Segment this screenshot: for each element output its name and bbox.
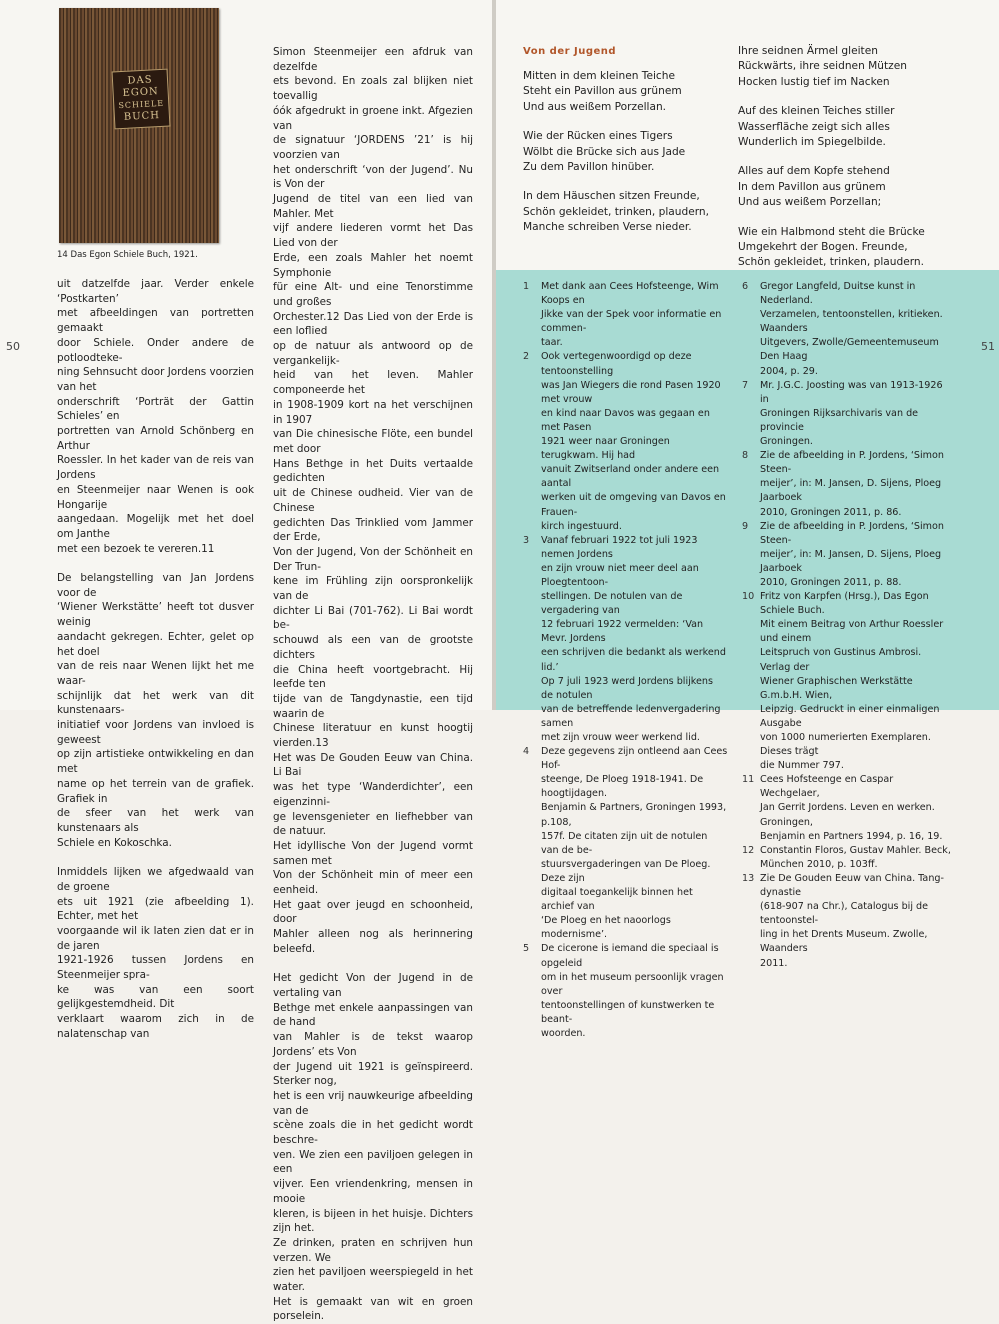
- footnote-line: die Nummer 797.: [760, 760, 844, 772]
- footnote-line: (618-907 na Chr.), Catalogus bij de tentoonstel-: [760, 901, 929, 927]
- text-line: óók afgedrukt in groene inkt. Afgezien van: [273, 104, 473, 132]
- footnote-line: Constantin Floros, Gustav Mahler. Beck,: [760, 844, 951, 856]
- text-line: de sfeer van het werk van kunstenaars als: [57, 807, 254, 834]
- paragraph: [273, 971, 473, 1324]
- book-cover-image: [59, 8, 219, 243]
- text-line: Bethge met enkele aanpassingen van de hand: [273, 1001, 473, 1029]
- footnote: [742, 590, 954, 773]
- text-line: Von der Schönheit min of meer een eenheid.: [273, 869, 473, 897]
- figure-caption: 14 Das Egon Schiele Buch, 1921.: [57, 250, 198, 260]
- text-line: uit datzelfde jaar. Verder enkele ‘Postkarten’: [57, 278, 254, 305]
- text-line: met een bezoek te vereren.11: [57, 542, 215, 555]
- cover-line: DAS: [127, 74, 153, 87]
- poem-line: Mitten in dem kleinen Teiche: [523, 70, 675, 82]
- footnote-line: ‘De Ploeg en het naoorlogs modernisme’.: [541, 915, 671, 941]
- text-line: Orchester.12 Das Lied von der Erde is een loflied: [273, 310, 473, 338]
- footnote-line: kirch ingestuurd.: [541, 520, 622, 532]
- text-line: onderschrift ‘Porträt der Gattin Schieles’ en: [57, 395, 254, 423]
- right-page: [496, 0, 999, 1039]
- paragraph: [57, 865, 254, 1041]
- text-line: die China heeft voortgebracht. Hij leefde ten: [273, 663, 473, 691]
- poem-line: Umgekehrt der Bogen. Freunde,: [738, 241, 908, 254]
- poem-line: Manche schreiben Verse nieder.: [523, 221, 692, 234]
- footnote-line: Uitgevers, Zwolle/Gemeentemuseum Den Haag: [760, 337, 939, 363]
- footnote: [742, 844, 954, 872]
- poem-stanzas: [523, 69, 723, 236]
- footnote: [523, 745, 728, 942]
- footnote-line: tentoonstellingen of kunstwerken te beant-: [541, 999, 715, 1025]
- text-line: schouwd als een van de grootste dichters: [273, 634, 473, 661]
- poem-stanza: [738, 44, 948, 90]
- text-line: Jugend de titel van een lied van Mahler. Met: [273, 193, 473, 220]
- poem-line: Wie der Rücken eines Tigers: [523, 130, 673, 143]
- footnote-line: Vanaf februari 1922 tot juli 1923 nemen Jordens: [541, 534, 698, 560]
- text-line: De belangstelling van Jan Jordens voor de: [57, 572, 254, 599]
- footnote-number: 10: [742, 591, 755, 603]
- poem-line: Wie ein Halbmond steht die Brücke: [738, 225, 925, 238]
- text-line: vijver. Een vriendenkring, mensen in mooie: [273, 1178, 473, 1205]
- footnote-line: Benjamin & Partners, Groningen 1993, p.108,: [541, 802, 727, 828]
- footnote-line: 2004, p. 29.: [760, 365, 818, 377]
- footnote-line: Zie De Gouden Eeuw van China. Tang-dynastie: [760, 872, 944, 899]
- poem-stanza: [523, 189, 723, 235]
- poem-stanza: [738, 225, 948, 271]
- text-line: het onderschrift ‘von der Jugend’. Nu is Von der: [273, 163, 473, 191]
- footnote-number: 6: [742, 281, 749, 292]
- text-line: ning Sehnsucht door Jordens voorzien van het: [57, 366, 254, 393]
- text-line: Erde, een zoals Mahler het noemt Symphonie: [273, 251, 473, 279]
- footnote-line: om in het museum persoonlijk vragen over: [541, 971, 724, 997]
- text-line: Het idyllische Von der Jugend vormt samen met: [273, 839, 473, 867]
- text-line: was het type ‘Wanderdichter’, een eigenzinni-: [273, 781, 473, 808]
- poem-line: In dem Häuschen sitzen Freunde,: [523, 190, 700, 203]
- text-line: Chinese literatuur en kunst hoogtij vierden.13: [273, 722, 473, 750]
- footnote-line: Mit einem Beitrag von Arthur Roessler und einem: [760, 619, 944, 645]
- text-line: dichter Li Bai (701-762). Li Bai wordt be-: [273, 604, 473, 632]
- footnote-line: meijer’, in: M. Jansen, D. Sijens, Ploeg Jaarboek: [760, 478, 942, 504]
- poem-line: Hocken lustig tief im Nacken: [738, 75, 890, 88]
- poem-stanza: [523, 129, 723, 175]
- footnote: [523, 280, 728, 350]
- footnote-line: Op 7 juli 1923 werd Jordens blijkens de notulen: [541, 675, 713, 701]
- text-line: initiatief voor Jordens van invloed is geweest: [57, 719, 254, 746]
- poem-line: In dem Pavillon aus grünem: [738, 180, 886, 193]
- text-line: Mahler alleen nog als herinnering beleefd.: [273, 928, 473, 955]
- footnote-line: De cicerone is iemand die speciaal is opgeleid: [541, 943, 719, 969]
- paragraph: [57, 277, 254, 556]
- text-line: op de natuur als antwoord op de vergankelijk-: [273, 340, 473, 367]
- text-line: für eine Alt- und eine Tenorstimme und großes: [273, 281, 473, 308]
- footnote-line: 2011.: [760, 957, 788, 969]
- text-line: door Schiele. Onder andere de potloodteke-: [57, 336, 254, 364]
- footnote-number: 3: [523, 534, 530, 546]
- footnote-number: 5: [523, 943, 530, 955]
- footnote-line: Gregor Langfeld, Duitse kunst in Nederland.: [760, 281, 916, 307]
- poem-line: Zu dem Pavillon hinüber.: [523, 161, 655, 174]
- footnote-line: stellingen. De notulen van de vergadering van: [541, 591, 683, 617]
- poem-line: Wölbt die Brücke sich aus Jade: [523, 145, 686, 158]
- text-line: ets uit 1921 (zie afbeelding 1). Echter, met het: [57, 895, 254, 923]
- text-line: kene im Frühling zijn oorspronkelijk van de: [273, 575, 473, 603]
- footnote-line: Deze gegevens zijn ontleend aan Cees Hof-: [541, 746, 728, 772]
- footnote-number: 11: [742, 774, 755, 786]
- text-line: Inmiddels lijken we afgedwaald van de groene: [57, 866, 254, 893]
- footnote-line: Zie de afbeelding in P. Jordens, ‘Simon Steen-: [760, 520, 944, 546]
- text-line: scène zoals die in het gedicht wordt beschre-: [273, 1119, 473, 1147]
- text-line: de signatuur ‘JORDENS ’21’ is hij voorzien van: [273, 134, 473, 161]
- text-line: van Mahler is de tekst waarop Jordens’ ets Von: [273, 1031, 473, 1058]
- text-line: Het gaat over jeugd en schoonheid, door: [273, 898, 473, 926]
- footnote-line: stuursvergaderingen van De Ploeg. Deze zijn: [541, 858, 711, 884]
- footnote-line: en kind naar Davos was gegaan en met Pasen: [541, 407, 710, 433]
- footnote: [523, 942, 728, 1041]
- footnote-number: 12: [742, 844, 755, 856]
- footnote-number: 13: [742, 872, 755, 884]
- text-line: het is een vrij nauwkeurige afbeelding van de: [273, 1089, 473, 1117]
- footnote-number: 1: [523, 281, 530, 292]
- text-line: ‘Wiener Werkstätte’ heeft tot dusver weinig: [57, 601, 254, 629]
- footnote-line: Wiener Graphischen Werkstätte G.m.b.H. Wien,: [760, 675, 913, 701]
- footnote-line: werken uit de omgeving van Davos en Frauen-: [541, 492, 726, 518]
- footnote-line: von 1000 numerierten Exemplaren. Dieses trägt: [760, 732, 931, 758]
- footnote-line: ling in het Drents Museum. Zwolle, Waanders: [760, 929, 928, 955]
- text-line: op zijn artistieke ontwikkeling en dan met: [57, 748, 254, 776]
- footnote-line: woorden.: [541, 1027, 586, 1039]
- text-line: schijnlijk dat het werk van dit kunstenaars-: [57, 689, 254, 717]
- text-line: ge levensgenieter en liefhebber van de natuur.: [273, 810, 473, 838]
- footnote: [742, 280, 954, 379]
- text-line: aandacht gekregen. Echter, gelet op het doel: [57, 630, 254, 658]
- footnote-line: Jikke van der Spek voor informatie en commen-: [541, 309, 722, 335]
- poem-stanza: [738, 164, 948, 210]
- footnote-line: 1921 weer naar Groningen terugkwam. Hij had: [541, 436, 670, 462]
- footnote-number: 9: [742, 520, 749, 532]
- footnote-line: digitaal toegankelijk binnen het archief van: [541, 887, 693, 913]
- poem-line: Wunderlich im Spiegelbilde.: [738, 136, 886, 149]
- paragraph: [57, 571, 254, 850]
- footnote-number: 8: [742, 450, 749, 462]
- text-line: vijf andere liederen vormt het Das Lied von der: [273, 222, 473, 250]
- footnote-line: taar.: [541, 337, 563, 349]
- page-number: 50: [6, 340, 20, 353]
- text-line: met afbeeldingen van portretten gemaakt: [57, 307, 254, 335]
- footnote: [742, 520, 954, 590]
- footnote-line: van de betreffende ledenvergadering samen: [541, 703, 721, 729]
- footnotes-panel: [496, 270, 999, 1039]
- text-line: 1921-1926 tussen Jordens en Steenmeijer spra-: [57, 954, 254, 982]
- text-line: ke was van een soort gelijkgestemdheid. Dit: [57, 983, 254, 1011]
- poem-line: Alles auf dem Kopfe stehend: [738, 165, 890, 178]
- footnote-line: en zijn vrouw niet meer deel aan Ploegtentoon-: [541, 562, 699, 588]
- footnote-line: 2010, Groningen 2011, p. 86.: [760, 506, 902, 518]
- cover-line: BUCH: [123, 110, 161, 123]
- poem-line: Steht ein Pavillon aus grünem: [523, 85, 682, 98]
- text-line: Het is gemaakt van wit en groen porselein.: [273, 1295, 473, 1323]
- text-line: verklaart waarom zich in de nalatenschap van: [57, 1013, 254, 1040]
- text-line: zien het paviljoen weerspiegeld in het water.: [273, 1266, 473, 1294]
- text-line: Simon Steenmeijer een afdruk van dezelfde: [273, 46, 473, 73]
- footnote-line: een schrijven die bedankt als werkend lid.’: [541, 647, 726, 673]
- poem-stanzas: [738, 44, 948, 271]
- footnote-line: Ook vertegenwoordigd op deze tentoonstelling: [541, 351, 692, 377]
- page-number: 51: [981, 340, 995, 353]
- text-line: ven. We zien een paviljoen gelegen in een: [273, 1148, 473, 1176]
- footnote-line: Groningen Rijksarchivaris van de provincie: [760, 407, 919, 433]
- cover-line: EGON: [122, 86, 160, 99]
- poem-line: Schön gekleidet, trinken, plaudern,: [523, 205, 709, 218]
- poem-right-column: [738, 44, 948, 271]
- poem-line: Und aus weißem Porzellan.: [523, 100, 667, 113]
- text-line: gedichten Das Trinklied vom Jammer der Erde,: [273, 516, 473, 544]
- text-line: Het was De Gouden Eeuw van China. Li Bai: [273, 751, 473, 779]
- footnote-line: Jan Gerrit Jordens. Leven en werken. Groningen,: [760, 802, 935, 828]
- poem-stanza: [738, 104, 948, 150]
- poem-line: Auf des kleinen Teiches stiller: [738, 105, 895, 118]
- footnote-line: Verzamelen, tentoonstellen, kritieken. Waanders: [760, 309, 943, 335]
- text-line: portretten van Arnold Schönberg en Arthur: [57, 425, 254, 452]
- footnote-line: was Jan Wiegers die rond Pasen 1920 met vrouw: [541, 379, 721, 405]
- footnote: [523, 534, 728, 745]
- poem-stanza: [523, 69, 723, 115]
- footnote-line: Fritz von Karpfen (Hrsg.), Das Egon Schiele Buch.: [760, 591, 929, 617]
- footnote-line: Cees Hofsteenge en Caspar Wechgelaer,: [760, 774, 894, 800]
- poem-line: Wasserfläche zeigt sich alles: [738, 120, 890, 133]
- cover-title-label: [112, 69, 171, 130]
- footnote-number: 7: [742, 379, 749, 391]
- text-line: Roessler. In het kader van de reis van Jordens: [57, 454, 254, 482]
- footnote: [742, 379, 954, 449]
- text-line: tijde van de Tangdynastie, een tijd waarin de: [273, 692, 473, 720]
- footnote-line: Met dank aan Cees Hofsteenge, Wim Koops en: [541, 281, 719, 307]
- poem-line: Und aus weißem Porzellan;: [738, 196, 882, 209]
- text-line: uit de Chinese oudheid. Vier van de Chinese: [273, 487, 473, 514]
- footnote-line: Benjamin en Partners 1994, p. 16, 19.: [760, 830, 943, 842]
- footnote-line: 157f. De citaten zijn uit de notulen van de be-: [541, 830, 708, 856]
- text-line: voorgaande wil ik laten zien dat er in de jaren: [57, 924, 254, 952]
- left-column-1: [57, 277, 254, 1042]
- footnote-line: Leipzig. Gedruckt in einer einmaligen Ausgabe: [760, 703, 940, 729]
- text-line: name op het terrein van de grafiek. Grafiek in: [57, 777, 254, 805]
- footnote: [742, 773, 954, 843]
- footnote-line: vanuit Zwitserland onder andere een aantal: [541, 464, 720, 490]
- footnote: [523, 350, 728, 533]
- footnote-line: Zie de afbeelding in P. Jordens, ‘Simon Steen-: [760, 450, 944, 476]
- text-line: der Jugend uit 1921 is geïnspireerd. Sterker nog,: [273, 1060, 473, 1088]
- text-line: aangedaan. Mogelijk met het doel om Janthe: [57, 513, 254, 540]
- text-line: Hans Bethge in het Duits vertaalde gedichten: [273, 457, 473, 485]
- footnote-line: met zijn vrouw weer werkend lid.: [541, 732, 700, 743]
- footnote-line: Mr. J.G.C. Joosting was van 1913-1926 in: [760, 379, 943, 405]
- footnotes-left: [523, 280, 728, 1041]
- poem-line: Ihre seidnen Ärmel gleiten: [738, 45, 878, 57]
- footnotes-right: [742, 280, 954, 971]
- text-line: Schiele en Kokoschka.: [57, 836, 172, 849]
- footnote: [742, 449, 954, 519]
- text-line: en Steenmeijer naar Wenen is ook Hongarije: [57, 483, 254, 511]
- poem-line: Rückwärts, ihre seidnen Mützen: [738, 60, 907, 73]
- text-line: heid van het leven. Mahler componeerde het: [273, 369, 473, 397]
- poem-line: Schön gekleidet, trinken, plaudern.: [738, 256, 924, 269]
- footnote-line: München 2010, p. 103ff.: [760, 858, 878, 870]
- text-line: van Die chinesische Flöte, een bundel met door: [273, 428, 473, 455]
- footnote-line: steenge, De Ploeg 1918-1941. De hoogtijdagen.: [541, 774, 704, 800]
- footnote-number: 2: [523, 351, 530, 363]
- footnote-number: 4: [523, 746, 530, 758]
- footnote-line: Leitspruch von Gustinus Ambrosi. Verlag der: [760, 647, 922, 673]
- footnote: [742, 872, 954, 971]
- footnote-line: meijer’, in: M. Jansen, D. Sijens, Ploeg Jaarboek: [760, 548, 942, 574]
- text-line: Von der Jugend, Von der Schönheit en Der Trun-: [273, 545, 473, 573]
- text-line: Ze drinken, praten en schrijven hun verzen. We: [273, 1236, 473, 1264]
- text-line: kleren, is bijeen in het huisje. Dichters zijn het.: [273, 1207, 473, 1235]
- poem-title: Von der Jugend: [523, 46, 617, 57]
- text-line: van de reis naar Wenen lijkt het me waar-: [57, 660, 254, 687]
- left-page: [0, 0, 492, 1323]
- text-line: ets bevond. En zoals zal blijken niet toevallig: [273, 75, 473, 103]
- paragraph: [273, 45, 473, 957]
- left-column-2: [273, 45, 473, 1324]
- text-line: Het gedicht Von der Jugend in de vertaling van: [273, 972, 473, 999]
- footnote-line: Groningen.: [760, 436, 813, 448]
- footnote-line: 12 februari 1922 vermelden: ‘Van Mevr. Jordens: [541, 619, 704, 645]
- poem-left-column: [523, 46, 723, 236]
- cover-line: SCHIELE: [118, 98, 165, 111]
- footnote-line: 2010, Groningen 2011, p. 88.: [760, 576, 902, 588]
- text-line: in 1908-1909 kort na het verschijnen in 1907: [273, 398, 473, 426]
